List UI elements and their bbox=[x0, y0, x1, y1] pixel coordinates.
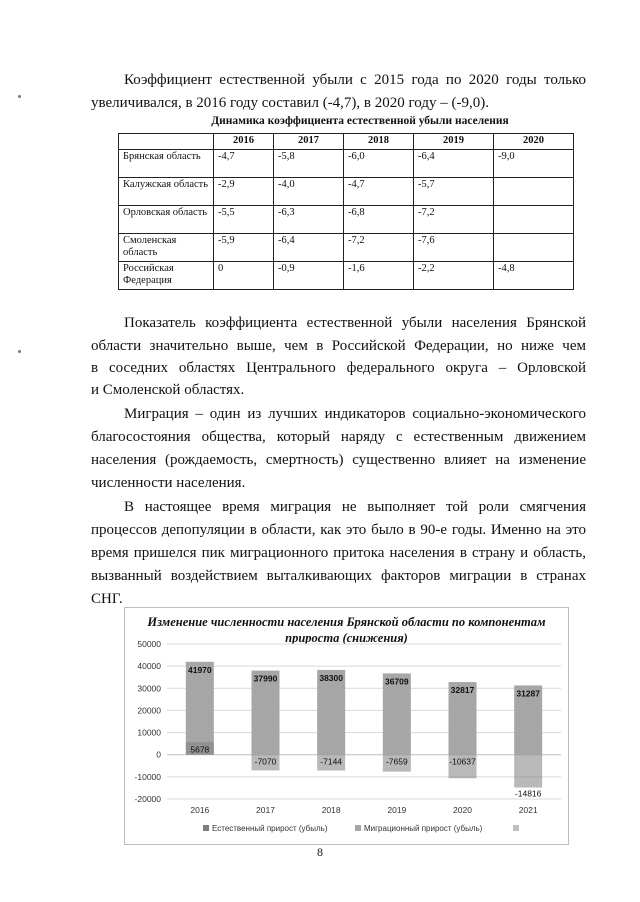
table-cell: -1,6 bbox=[344, 262, 414, 290]
table-cell: -0,9 bbox=[274, 262, 344, 290]
paragraph3-line4: численности населения. bbox=[91, 475, 246, 491]
table-cell: -4,8 bbox=[494, 262, 574, 290]
migration-data-label: 31287 bbox=[516, 688, 540, 699]
migration-bar bbox=[186, 662, 214, 755]
legend-label: Естественный прирост (убыль) bbox=[212, 824, 328, 833]
table-region-cell: Смоленская область bbox=[119, 234, 214, 262]
table-row bbox=[119, 150, 574, 178]
y-tick-label: 0 bbox=[156, 749, 161, 760]
table-cell: -6,4 bbox=[274, 234, 344, 262]
table-cell: -6,4 bbox=[414, 150, 494, 178]
paragraph4-line3: время пришелся пик миграционного притока населения в страну и область, bbox=[91, 545, 586, 561]
x-tick-label: 2018 bbox=[321, 805, 341, 815]
x-tick-label: 2016 bbox=[190, 805, 210, 815]
table-header-row bbox=[119, 134, 574, 150]
chart-container bbox=[124, 607, 569, 845]
table-header-cell: 2020 bbox=[494, 134, 574, 150]
table-row bbox=[119, 262, 574, 290]
table-cell bbox=[494, 234, 574, 262]
paragraph2-line3: в соседних областях Центрального федерального округа – Орловской bbox=[91, 360, 586, 376]
migration-data-label: 38300 bbox=[319, 672, 343, 683]
paragraph3-line2: благосостояния общества, который наряду с естественным движением bbox=[91, 429, 586, 445]
natural-data-label: -10637 bbox=[449, 756, 476, 767]
page-number: 8 bbox=[317, 845, 323, 859]
table-cell: -2,2 bbox=[414, 262, 494, 290]
paragraph3-line1: Миграция – один из лучших индикаторов социально-экономического bbox=[124, 406, 586, 422]
table-cell: -6,0 bbox=[344, 150, 414, 178]
natural-data-label: 5678 bbox=[190, 744, 210, 755]
paragraph1-line1: Коэффициент естественной убыли с 2015 года по 2020 годы только bbox=[124, 72, 586, 88]
paragraph2-line4: и Смоленской областях. bbox=[91, 382, 245, 398]
table-cell: -9,0 bbox=[494, 150, 574, 178]
table-cell: -4,7 bbox=[214, 150, 274, 178]
chart-title: Изменение численности населения Брянской области по компонентам прироста (снижения) bbox=[147, 615, 546, 645]
paragraph3-line3: населения (рождаемость, смертность) существенно влияет на изменение bbox=[91, 452, 586, 468]
table-cell: -4,7 bbox=[344, 178, 414, 206]
table-title: Динамика коэффициента естественной убыли населения bbox=[211, 115, 509, 127]
x-tick-label: 2019 bbox=[387, 805, 407, 815]
table-row bbox=[119, 178, 574, 206]
natural-data-label: -7070 bbox=[254, 756, 277, 767]
x-tick-label: 2021 bbox=[518, 805, 538, 815]
table-cell: -6,8 bbox=[344, 206, 414, 234]
legend-swatch bbox=[355, 825, 361, 831]
table-region-cell: Орловская область bbox=[119, 206, 214, 234]
table-cell: -5,7 bbox=[414, 178, 494, 206]
table-cell bbox=[494, 178, 574, 206]
x-tick-label: 2020 bbox=[453, 805, 472, 815]
table-cell: -4,0 bbox=[274, 178, 344, 206]
y-tick-label: 10000 bbox=[137, 727, 161, 738]
table-cell: -7,6 bbox=[414, 234, 494, 262]
y-tick-label: 30000 bbox=[137, 683, 161, 694]
table-cell: -2,9 bbox=[214, 178, 274, 206]
natural-data-label: -14816 bbox=[514, 788, 542, 799]
paragraph1-line2: увеличивался, в 2016 году составил (-4,7), в 2020 году – (-9,0). bbox=[91, 95, 489, 111]
migration-data-label: 36709 bbox=[385, 676, 409, 687]
y-tick-label: 20000 bbox=[137, 705, 161, 716]
y-tick-label: 50000 bbox=[137, 639, 161, 649]
table-row bbox=[119, 206, 574, 234]
table-cell: -5,9 bbox=[214, 234, 274, 262]
scan-speck bbox=[18, 350, 21, 353]
paragraph4-line2: процессов депопуляции в области, как это было в 90-е годы. Именно на это bbox=[91, 522, 586, 538]
table-cell bbox=[494, 206, 574, 234]
legend-swatch bbox=[513, 825, 519, 831]
legend-swatch bbox=[203, 825, 209, 831]
bar-chart bbox=[125, 608, 568, 844]
legend-label: Миграционный прирост (убыль) bbox=[364, 824, 483, 833]
table-cell: -7,2 bbox=[344, 234, 414, 262]
migration-data-label: 41970 bbox=[188, 664, 212, 675]
paragraph4-line5: СНГ. bbox=[91, 591, 123, 607]
y-tick-label: -10000 bbox=[134, 771, 161, 782]
table-cell: -5,8 bbox=[274, 150, 344, 178]
y-tick-label: 40000 bbox=[137, 661, 161, 672]
table-cell: -7,2 bbox=[414, 206, 494, 234]
migration-data-label: 32817 bbox=[450, 685, 475, 696]
table-header-cell: 2017 bbox=[274, 134, 344, 150]
paragraph4-line1: В настоящее время миграция не выполняет той роли смягчения bbox=[124, 499, 586, 515]
table-header-cell: 2016 bbox=[214, 134, 274, 150]
natural-data-label: -7659 bbox=[385, 756, 408, 767]
table-header-cell bbox=[119, 134, 214, 150]
paragraph2-line2: области значительно выше, чем в Российской Федерации, но ниже чем bbox=[91, 338, 586, 354]
natural-bar bbox=[514, 755, 542, 788]
table-cell: -6,3 bbox=[274, 206, 344, 234]
table-cell: -5,5 bbox=[214, 206, 274, 234]
migration-data-label: 37990 bbox=[253, 673, 278, 684]
table-cell: 0 bbox=[214, 262, 274, 290]
table-header-cell: 2018 bbox=[344, 134, 414, 150]
natural-data-label: -7144 bbox=[320, 756, 343, 767]
x-tick-label: 2017 bbox=[256, 805, 275, 815]
table-header-cell: 2019 bbox=[414, 134, 494, 150]
coefficient-table bbox=[118, 133, 574, 290]
table-row bbox=[119, 234, 574, 262]
scan-speck bbox=[18, 95, 21, 98]
y-tick-label: -20000 bbox=[134, 794, 161, 804]
table-region-cell: Брянская область bbox=[119, 150, 214, 178]
table-region-cell: Калужская область bbox=[119, 178, 214, 206]
paragraph2-line1: Показатель коэффициента естественной убыли населения Брянской bbox=[124, 315, 586, 331]
table-region-cell: Российская Федерация bbox=[119, 262, 214, 290]
paragraph4-line4: вызванный воздействием выталкивающих факторов миграции в странах bbox=[91, 568, 586, 584]
